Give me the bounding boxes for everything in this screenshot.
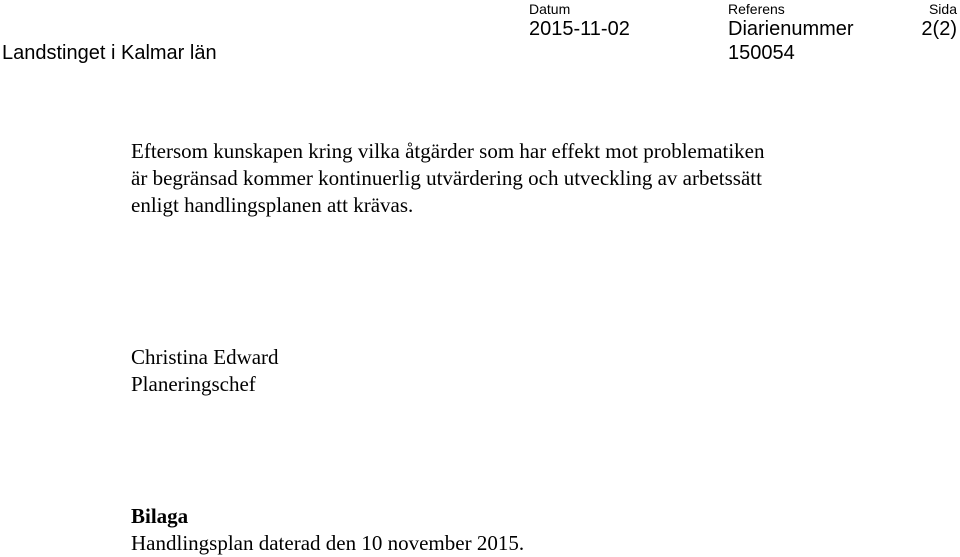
reference-value: Diarienummer (728, 18, 854, 40)
page-number: 2(2) (921, 18, 957, 40)
attachment-description: Handlingsplan daterad den 10 november 2015. (131, 531, 525, 555)
paragraph-line: är begränsad kommer kontinuerlig utvärdering och utveckling av arbetssätt (131, 166, 762, 190)
date-value: 2015-11-02 (529, 18, 630, 40)
paragraph-line: Eftersom kunskapen kring vilka åtgärder som har effekt mot problematiken (131, 139, 765, 163)
signatory-name: Christina Edward (131, 345, 279, 369)
signatory-title: Planeringschef (131, 372, 256, 396)
signature-block (131, 344, 279, 398)
reference-number: 150054 (728, 42, 795, 64)
paragraph-line: enligt handlingsplanen att krävas. (131, 193, 414, 217)
organization-name: Landstinget i Kalmar län (2, 42, 217, 64)
reference-label: Referens (728, 1, 785, 17)
date-label: Datum (529, 1, 571, 17)
attachment-section (131, 503, 524, 557)
page-label: Sida (928, 1, 957, 17)
body-paragraph (131, 138, 765, 219)
attachment-heading: Bilaga (131, 504, 189, 528)
